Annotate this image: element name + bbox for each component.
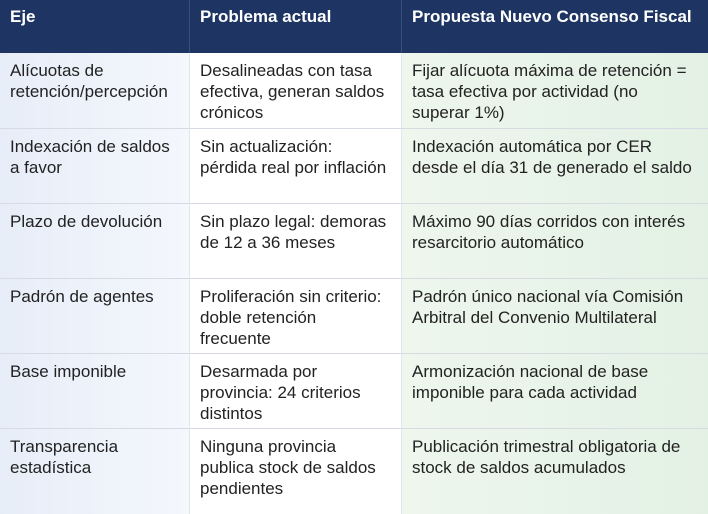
row-6-eje: Transparencia estadística (0, 428, 190, 514)
row-5-eje: Base imponible (0, 353, 190, 428)
row-5-problema: Desarmada por provincia: 24 criterios distintos (190, 353, 402, 428)
row-3-problema: Sin plazo legal: demoras de 12 a 36 meses (190, 203, 402, 278)
row-4-eje: Padrón de agentes (0, 278, 190, 353)
row-3-eje: Plazo de devolución (0, 203, 190, 278)
row-2-eje: Indexación de saldos a favor (0, 128, 190, 203)
row-2-problema: Sin actualización: pérdida real por inflación (190, 128, 402, 203)
row-6-problema: Ninguna provincia publica stock de saldos pendientes (190, 428, 402, 514)
header-problema-actual: Problema actual (190, 0, 402, 53)
row-6-propuesta: Publicación trimestral obligatoria de stock de saldos acumulados (402, 428, 708, 514)
row-1-eje: Alícuotas de retención/percepción (0, 53, 190, 128)
header-propuesta: Propuesta Nuevo Consenso Fiscal (402, 0, 708, 53)
header-eje: Eje (0, 0, 190, 53)
row-1-propuesta: Fijar alícuota máxima de retención = tasa efectiva por actividad (no superar 1%) (402, 53, 708, 128)
row-4-problema: Proliferación sin criterio: doble retención frecuente (190, 278, 402, 353)
row-3-propuesta: Máximo 90 días corridos con interés resarcitorio automático (402, 203, 708, 278)
row-5-propuesta: Armonización nacional de base imponible para cada actividad (402, 353, 708, 428)
row-4-propuesta: Padrón único nacional vía Comisión Arbitral del Convenio Multilateral (402, 278, 708, 353)
row-1-problema: Desalineadas con tasa efectiva, generan saldos crónicos (190, 53, 402, 128)
row-2-propuesta: Indexación automática por CER desde el día 31 de generado el saldo (402, 128, 708, 203)
